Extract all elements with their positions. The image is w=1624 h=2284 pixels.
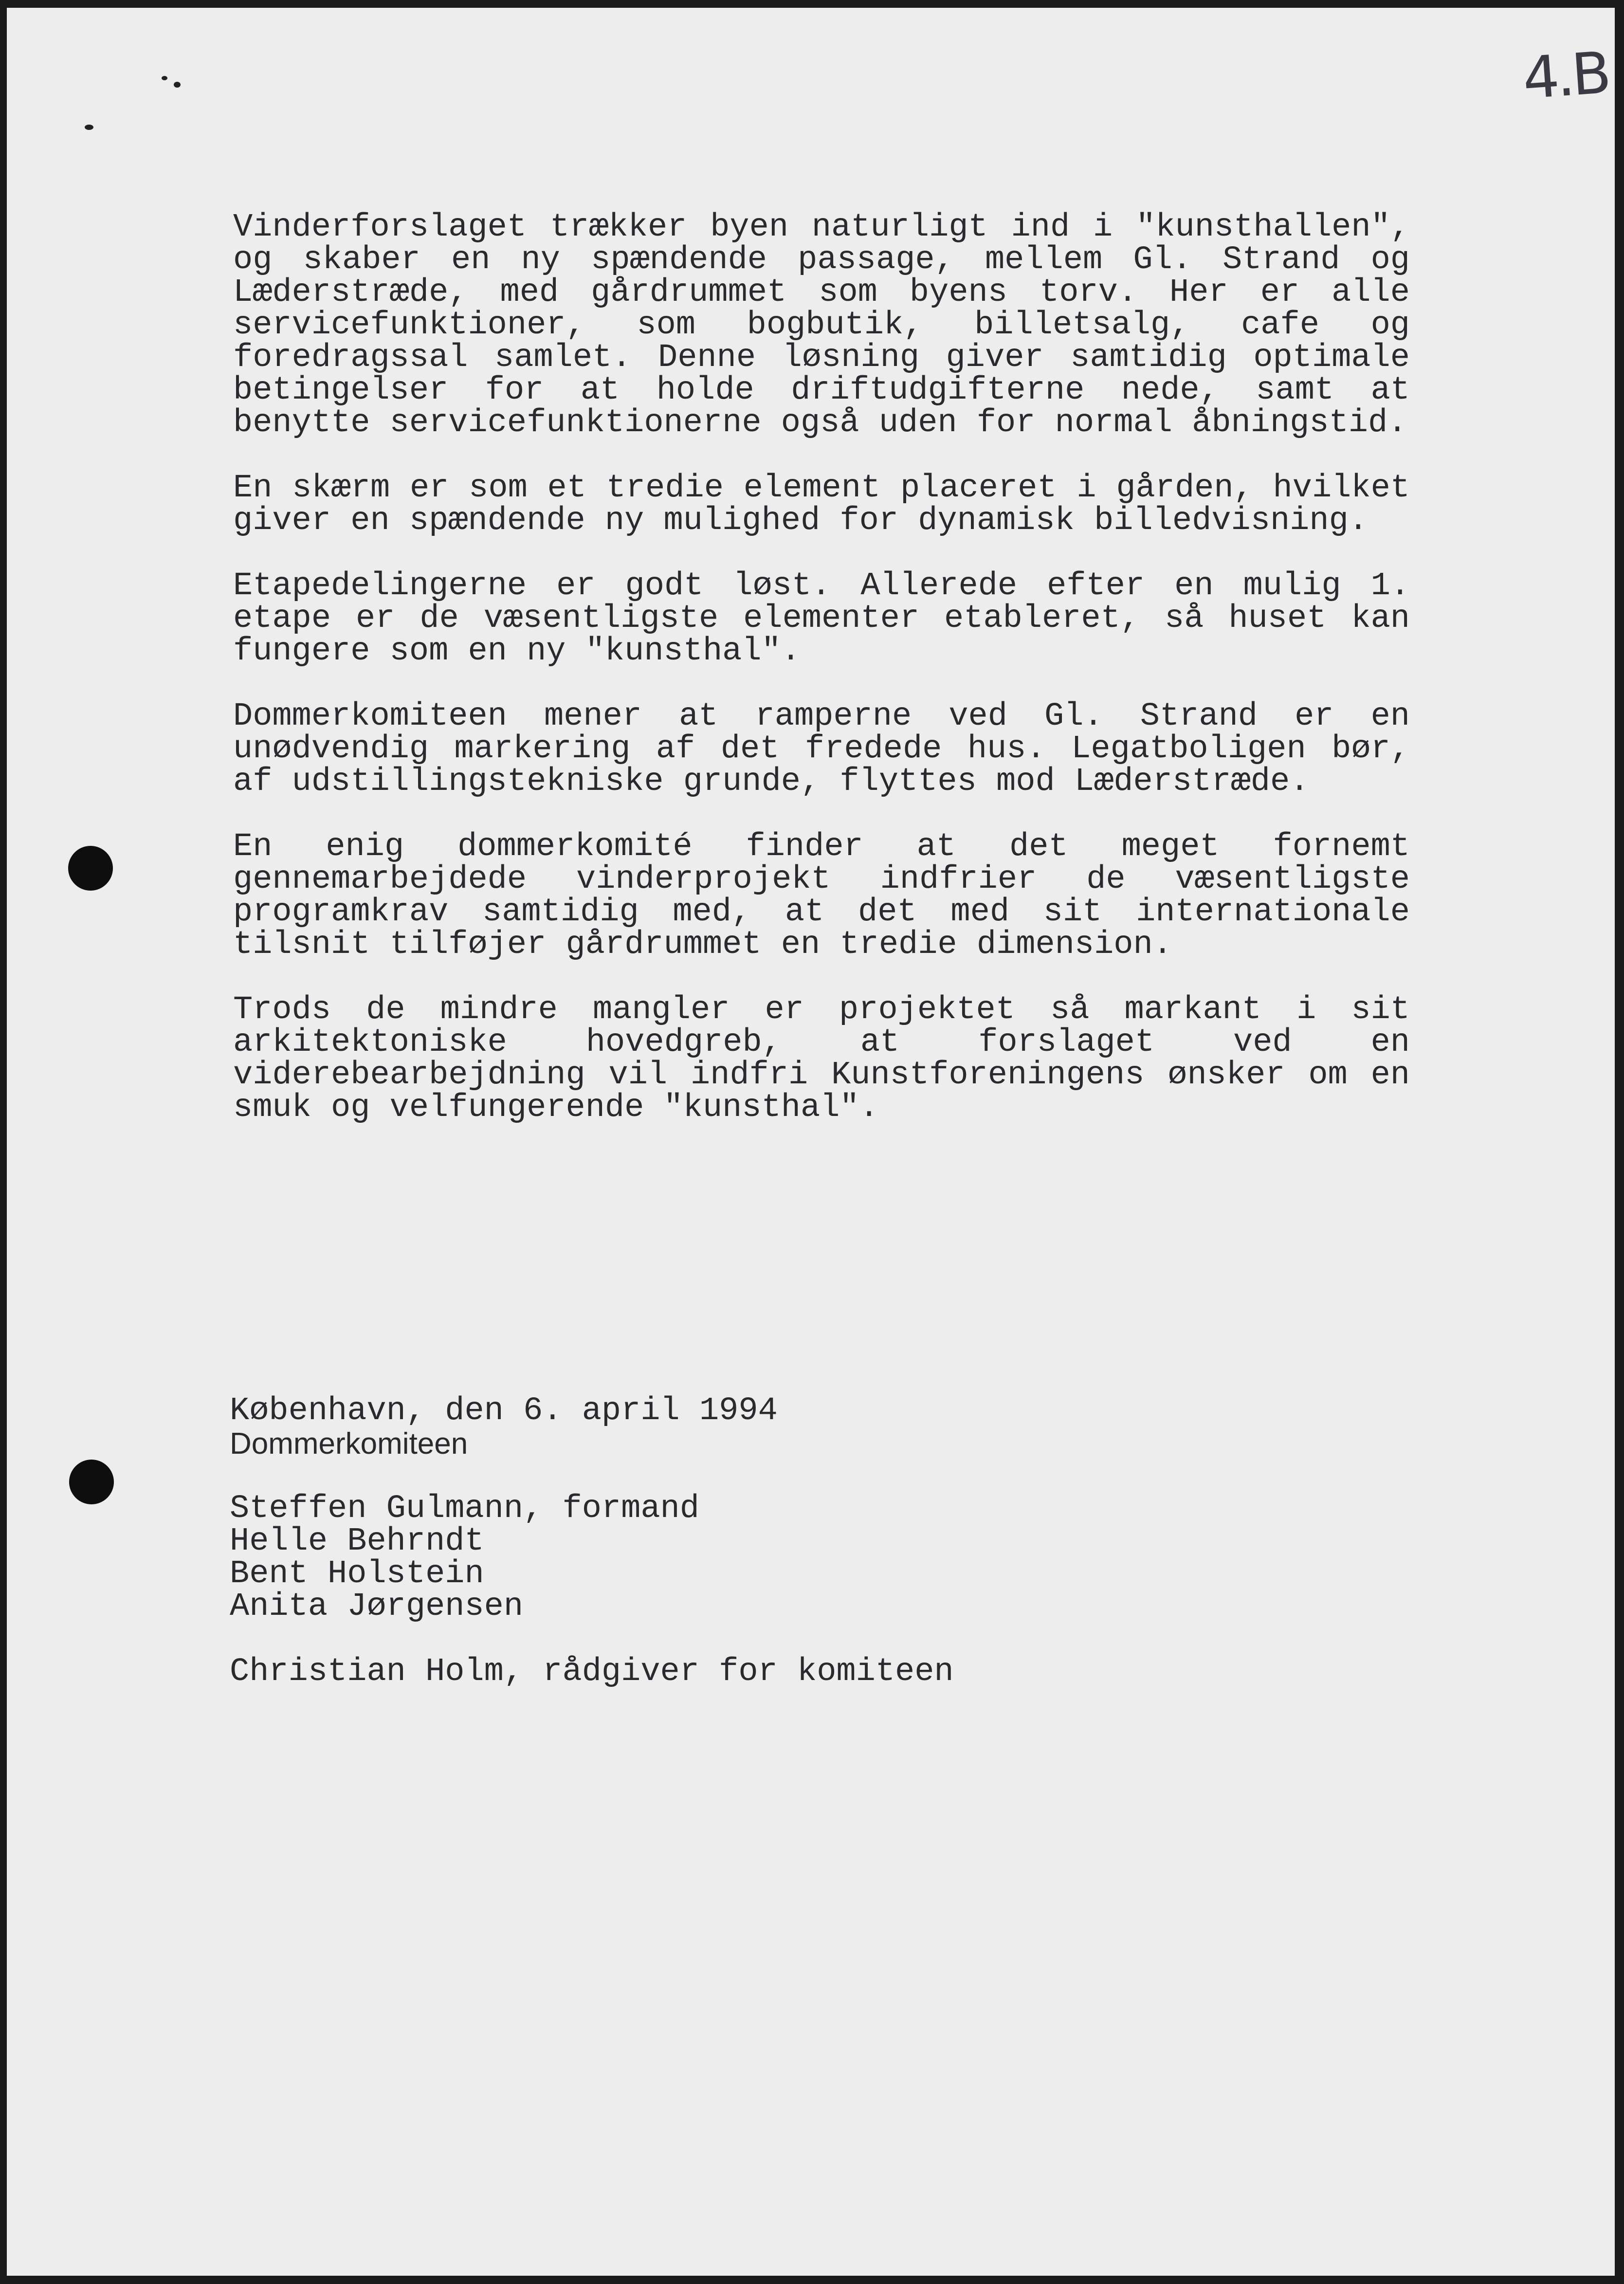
spacer <box>230 1460 954 1493</box>
paragraph-5: En enig dommerkomité finder at det meget fornemt gennemarbejdede vinderprojekt indfrier de væsentligste programkrav samtidig med, at det med sit internationale tilsnit tilføjer gårdrummet en tredie dimension. <box>233 828 1410 963</box>
member-name: Anita Jørgensen <box>230 1588 524 1625</box>
signature-block <box>230 1392 954 1690</box>
place-date: København, den 6. april 1994 <box>230 1392 778 1429</box>
spacer <box>230 1623 954 1656</box>
member-name: Helle Behrndt <box>230 1523 484 1560</box>
advisor-name: Christian Holm, rådgiver for komiteen <box>230 1653 954 1690</box>
paragraph-3: Etapedelingerne er godt løst. Allerede efter en mulig 1. etape er de væsentligste elementer etableret, så huset kan fungere som en ny "kunsthal". <box>233 567 1410 670</box>
committee-name: Dommerkomiteen <box>230 1427 468 1461</box>
handwritten-page-number: 4.B <box>1520 39 1611 112</box>
ink-speck <box>162 76 167 80</box>
punch-hole-lower <box>69 1460 114 1504</box>
ink-speck <box>85 125 93 130</box>
document-page <box>7 8 1615 2276</box>
paragraph-6: Trods de mindre mangler er projektet så markant i sit arkitektoniske hovedgreb, at forslaget ved en viderebearbejdning vil indfri Kunstforeningens ønsker om en smuk og velfungerende "kunsthal". <box>233 991 1410 1126</box>
member-name: Bent Holstein <box>230 1555 484 1592</box>
paragraph-4: Dommerkomiteen mener at ramperne ved Gl. Strand er en unødvendig markering af det fredede hus. Legatboligen bør, af udstillingstekniske grunde, flyttes mod Læderstræde. <box>233 698 1410 800</box>
ink-speck <box>174 82 181 88</box>
paragraph-2: En skærm er som et tredie element placeret i gården, hvilket giver en spændende ny mulighed for dynamisk billedvisning. <box>233 470 1410 539</box>
member-name: Steffen Gulmann, formand <box>230 1490 699 1527</box>
body-text <box>233 211 1410 1157</box>
punch-hole-upper <box>68 846 113 891</box>
paragraph-1: Vinderforslaget trækker byen naturligt ind i "kunsthallen", og skaber en ny spændende passage, mellem Gl. Strand og Læderstræde, med gårdrummet som byens torv. Her er alle servicefunktioner, som bogbutik, billetsalg, cafe og foredragssal samlet. Denne løsning giver samtidig optimale betingelser for at holde driftudgifterne nede, samt at benytte servicefunktionerne også uden for normal åbningstid. <box>233 209 1410 441</box>
